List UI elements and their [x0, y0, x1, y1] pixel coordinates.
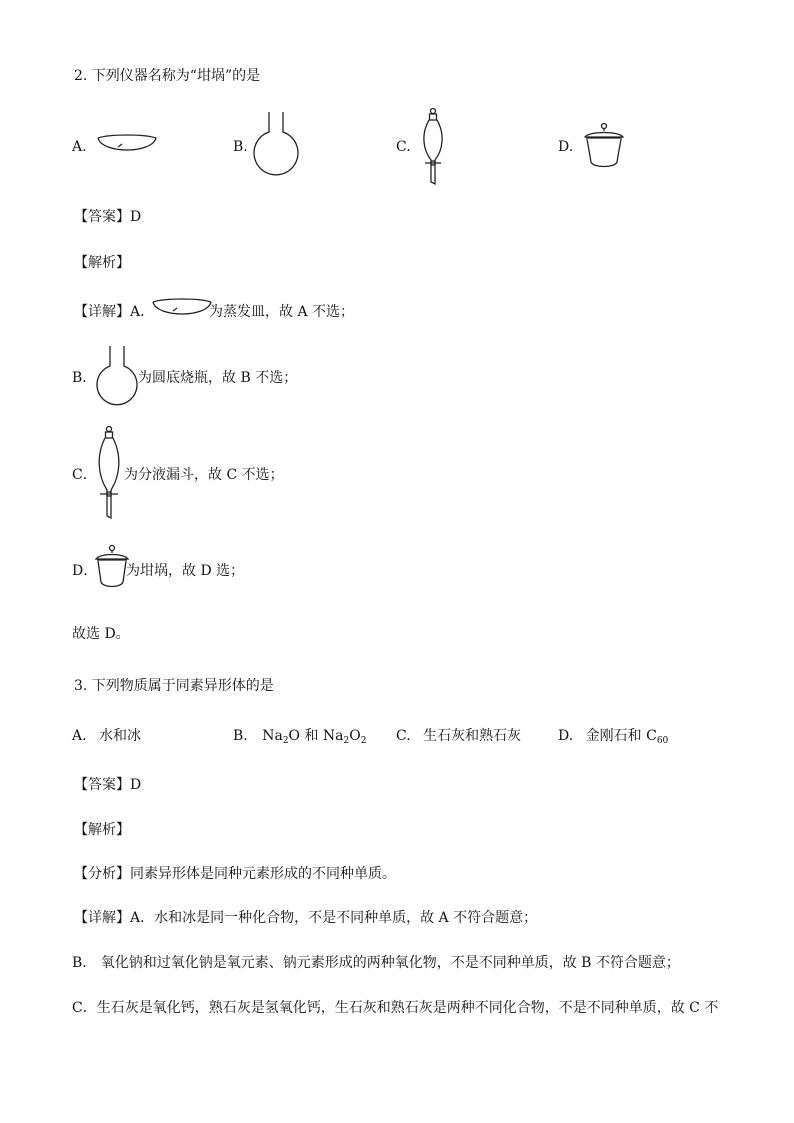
- q2-detail-d-prefix: D．: [72, 563, 98, 579]
- question-2-title: 2. 下列仪器名称为“坩埚”的是: [74, 68, 261, 84]
- q2-detail-a-prefix: 【详解】A．: [74, 304, 155, 320]
- formula-part: O 和 Na: [288, 728, 344, 744]
- q3-option-b-text: [262, 728, 366, 744]
- separatory-funnel-icon: [94, 424, 124, 520]
- round-bottom-flask-icon: [250, 110, 302, 182]
- evaporating-dish-icon: [151, 298, 213, 324]
- subscript: 2: [282, 736, 289, 746]
- q3-option-c-text: 生石灰和熟石灰: [423, 728, 522, 744]
- crucible-icon: [581, 122, 627, 172]
- q2-detail-a-text: 为蒸发皿，故 A 不选；: [209, 304, 355, 320]
- q3-option-d-text: [586, 728, 669, 744]
- q3-option-a: [72, 726, 141, 746]
- formula-part: 金刚石和 C: [585, 728, 657, 744]
- separatory-funnel-icon: [418, 106, 448, 188]
- q2-answer: 【答案】D: [74, 209, 142, 225]
- q2-option-c-label: C.: [396, 139, 411, 155]
- q3-answer: 【答案】D: [74, 777, 142, 793]
- subscript: 60: [656, 736, 669, 746]
- q3-detail-c: C．生石灰是氧化钙，熟石灰是氢氧化钙，生石灰和熟石灰是两种不同化合物，不是不同种单质，故 C 不: [72, 1000, 719, 1016]
- q3-option-b: [233, 726, 366, 746]
- q2-option-a-label: A.: [72, 139, 87, 155]
- q2-conclusion: 故选 D。: [72, 626, 130, 642]
- q2-detail-b-text: 为圆底烧瓶，故 B 不选；: [138, 370, 298, 386]
- q3-option-b-label: B.: [233, 728, 248, 744]
- q3-analysis: 【分析】同素异形体是同种元素形成的不同种单质。: [74, 866, 396, 882]
- q3-detail-a: 【详解】A．水和冰是同一种化合物，不是不同种单质，故 A 不符合题意；: [74, 910, 538, 926]
- q2-detail-c-text: 为分液漏斗，故 C 不选；: [124, 467, 284, 483]
- q3-option-c-label: C.: [396, 728, 411, 744]
- evaporating-dish-icon: [96, 134, 158, 160]
- q3-option-d-label: D.: [558, 728, 574, 744]
- q3-detail-b: B． 氧化钠和过氧化钠是氧元素、钠元素形成的两种氧化物，不是不同种单质，故 B 不符合题意；: [72, 955, 680, 971]
- q2-analysis-heading: 【解析】: [74, 255, 130, 271]
- q2-detail-d-text: 为坩埚，故 D 选；: [126, 563, 245, 579]
- q3-option-d: [558, 726, 668, 746]
- question-3-title: 3. 下列物质属于同素异形体的是: [74, 678, 274, 694]
- q2-detail-c-prefix: C．: [72, 467, 97, 483]
- q3-option-a-label: A.: [72, 728, 87, 744]
- q3-analysis-heading: 【解析】: [74, 822, 130, 838]
- formula-part: O: [349, 728, 361, 744]
- q2-detail-b-prefix: B．: [72, 370, 97, 386]
- q3-option-c: [396, 726, 521, 746]
- subscript: 2: [343, 736, 350, 746]
- q3-option-a-text: 水和冰: [99, 728, 142, 744]
- q2-option-b-label: B.: [233, 139, 248, 155]
- q2-option-d-label: D.: [558, 139, 574, 155]
- formula-part: Na: [262, 728, 283, 744]
- subscript: 2: [360, 736, 367, 746]
